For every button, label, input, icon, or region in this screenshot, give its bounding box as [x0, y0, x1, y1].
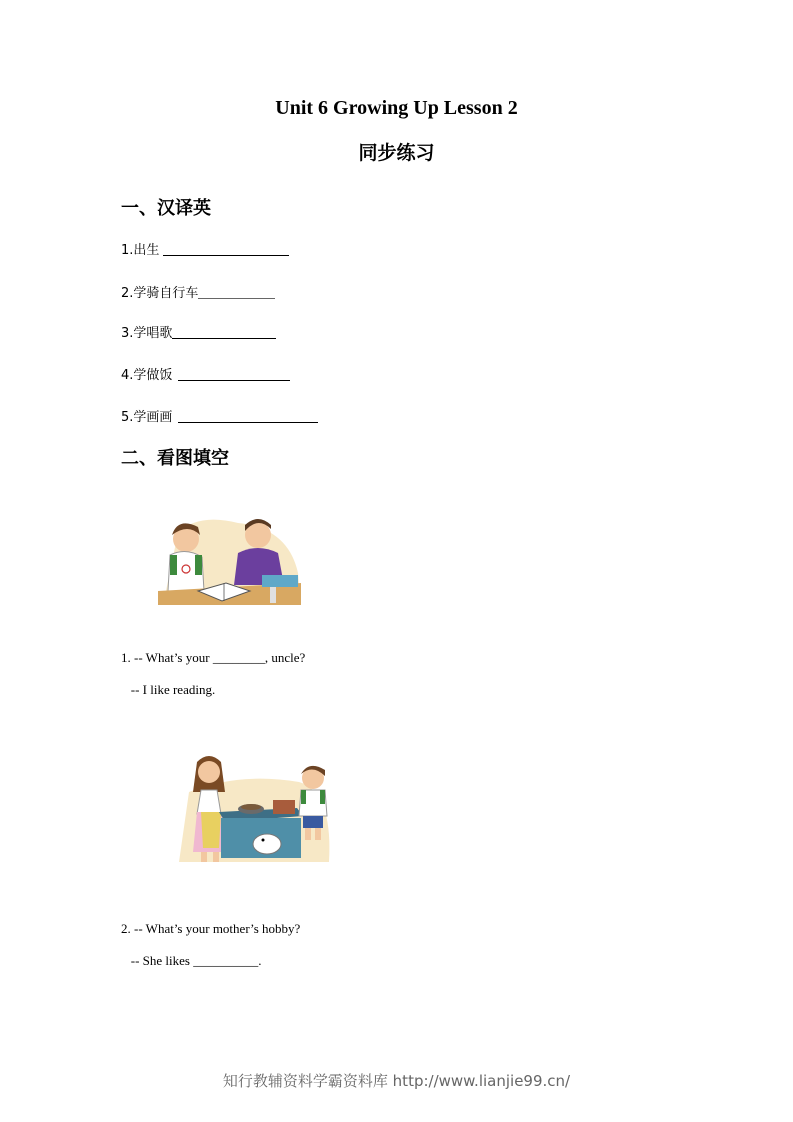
page-title: Unit 6 Growing Up Lesson 2 [275, 97, 518, 119]
section-heading-translate: 一、汉译英 [121, 198, 211, 219]
section-heading-picture-fill: 二、看图填空 [121, 448, 229, 469]
answer-blank[interactable] [163, 254, 289, 256]
page-subtitle: 同步练习 [358, 142, 435, 164]
translate-item-4 [121, 364, 290, 383]
illustration-boy-uncle-reading [158, 513, 301, 605]
answer-blank[interactable] [172, 337, 276, 339]
answer-blank[interactable] [198, 297, 275, 299]
item-label: 2.学骑自行车 [121, 286, 199, 301]
footer-watermark: 知行教辅资料学霸资料库 http://www.lianjie99.cn/ [222, 1072, 571, 1090]
answer-blank[interactable] [178, 379, 290, 381]
question-2-line-1: 2. -- What’s your mother’s hobby? [121, 921, 301, 936]
item-label: 1.出生 [121, 243, 160, 258]
question-1-line-1: 1. -- What’s your ________, uncle? [121, 650, 306, 665]
item-label: 5.学画画 [121, 410, 173, 425]
question-2-line-2: -- She likes __________. [121, 953, 262, 968]
item-label: 3.学唱歌 [121, 326, 173, 341]
question-1-line-2: -- I like reading. [121, 682, 216, 697]
answer-blank[interactable] [178, 421, 318, 423]
translate-item-2 [121, 282, 275, 301]
translate-item-1 [121, 239, 289, 258]
translate-item-5 [121, 406, 318, 425]
translate-item-3 [121, 322, 276, 341]
item-label: 4.学做饭 [121, 368, 173, 383]
illustration-mother-cooking [179, 752, 333, 862]
